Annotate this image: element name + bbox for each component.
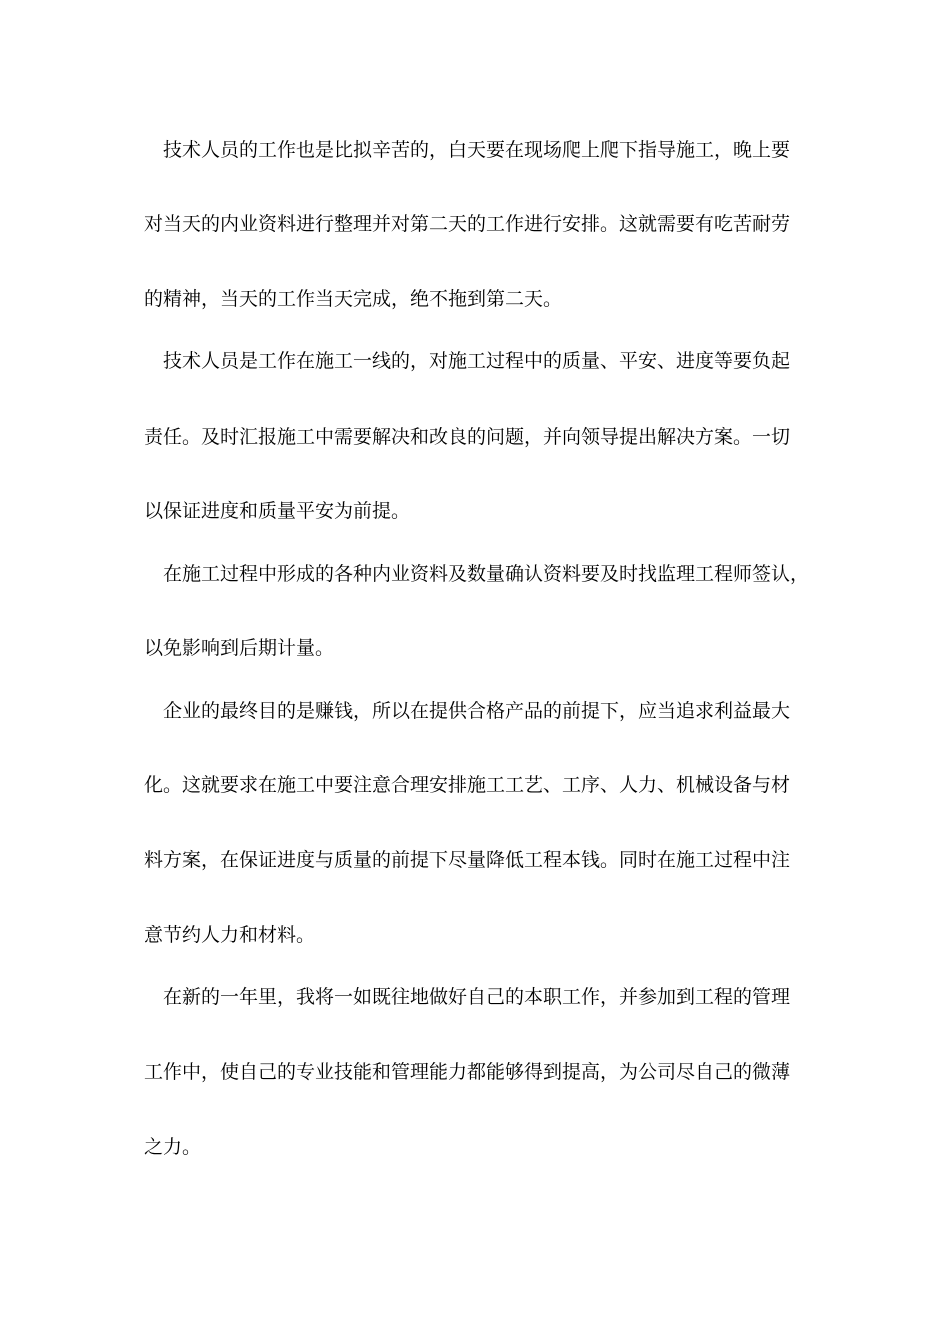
paragraph-line: 在施工过程中形成的各种内业资料及数量确认资料要及时找监理工程师签认， — [163, 563, 810, 585]
paragraph-line: 在新的一年里，我将一如既往地做好自己的本职工作，并参加到工程的管理 — [163, 986, 791, 1008]
paragraph-line: 之力。 — [144, 1136, 202, 1158]
paragraph-line: 的精神，当天的工作当天完成，绝不拖到第二天。 — [144, 288, 563, 310]
paragraph-line: 对当天的内业资料进行整理并对第二天的工作进行安排。这就需要有吃苦耐劳 — [144, 213, 791, 235]
paragraph-line: 责任。及时汇报施工中需要解决和改良的问题，并向领导提出解决方案。一切 — [144, 426, 791, 448]
paragraph-line: 意节约人力和材料。 — [144, 924, 316, 946]
paragraph-line: 工作中，使自己的专业技能和管理能力都能够得到提高，为公司尽自己的微薄 — [144, 1061, 791, 1083]
paragraph-line: 料方案，在保证进度与质量的前提下尽量降低工程本钱。同时在施工过程中注 — [144, 849, 791, 871]
paragraph-line: 技术人员的工作也是比拟辛苦的，白天要在现场爬上爬下指导施工，晚上要 — [163, 139, 791, 161]
paragraph-line: 企业的最终目的是赚钱，所以在提供合格产品的前提下，应当追求利益最大 — [163, 700, 791, 722]
paragraph-line: 以免影响到后期计量。 — [144, 637, 335, 659]
paragraph-line: 化。这就要求在施工中要注意合理安排施工工艺、工序、人力、机械设备与材 — [144, 774, 791, 796]
paragraph-line: 以保证进度和质量平安为前提。 — [144, 500, 411, 522]
paragraph-line: 技术人员是工作在施工一线的，对施工过程中的质量、平安、进度等要负起 — [163, 350, 791, 372]
